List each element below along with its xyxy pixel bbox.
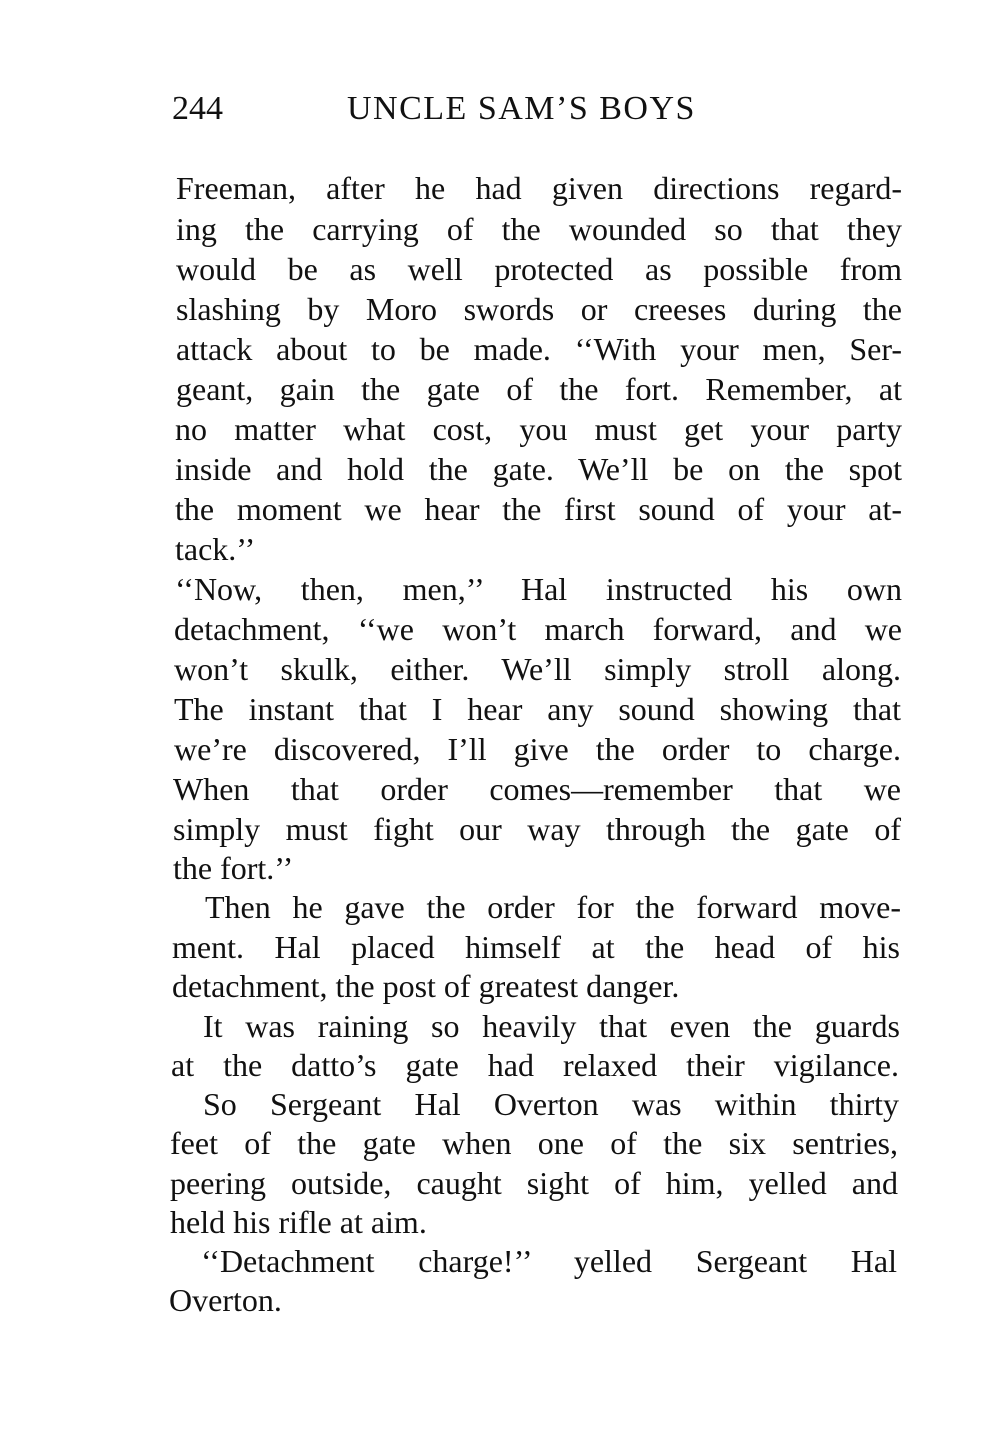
text-line: won’t skulk, either. We’ll simply stroll along. (174, 651, 901, 687)
text-line: Freeman, after he had given directions regard- (176, 170, 902, 206)
page-number: 244 (172, 90, 223, 127)
text-line: geant, gain the gate of the fort. Remember, at (176, 371, 902, 407)
text-line: So Sergeant Hal Overton was within thirty (203, 1086, 899, 1122)
text-line: Overton. (169, 1282, 282, 1318)
text-line: Then he gave the order for the forward move- (205, 889, 901, 925)
text-line: attack about to be made. ‘‘With your men, Ser- (176, 331, 902, 367)
text-line: detachment, the post of greatest danger. (172, 968, 680, 1004)
text-line: at the datto’s gate had relaxed their vigilance. (171, 1047, 899, 1083)
text-line: we’re discovered, I’ll give the order to charge. (174, 731, 901, 767)
text-line: no matter what cost, you must get your party (175, 411, 902, 447)
text-line: ‘‘Now, then, men,’’ Hal instructed his own (175, 571, 902, 607)
text-line: ‘‘Detachment charge!’’ yelled Sergeant Hal (201, 1243, 897, 1279)
text-line: ment. Hal placed himself at the head of his (172, 929, 900, 965)
text-line: simply must fight our way through the gate of (173, 811, 901, 847)
text-line: feet of the gate when one of the six sentries, (170, 1125, 898, 1161)
text-line: The instant that I hear any sound showing that (174, 691, 901, 727)
text-line: inside and hold the gate. We’ll be on the spot (175, 451, 902, 487)
text-line: ing the carrying of the wounded so that they (176, 211, 902, 247)
text-line: the moment we hear the first sound of your at- (175, 491, 902, 527)
text-line: held his rifle at aim. (170, 1204, 427, 1240)
running-title: UNCLE SAM’S BOYS (347, 90, 696, 127)
text-line: tack.’’ (175, 531, 256, 567)
text-line: peering outside, caught sight of him, yelled and (170, 1165, 898, 1201)
text-line: detachment, ‘‘we won’t march forward, and we (174, 611, 902, 647)
text-line: slashing by Moro swords or creeses during the (176, 291, 902, 327)
text-line: When that order comes—remember that we (173, 771, 901, 807)
text-line: would be as well protected as possible from (176, 251, 902, 287)
text-line: the fort.’’ (173, 850, 294, 886)
text-line: It was raining so heavily that even the guards (203, 1008, 900, 1044)
